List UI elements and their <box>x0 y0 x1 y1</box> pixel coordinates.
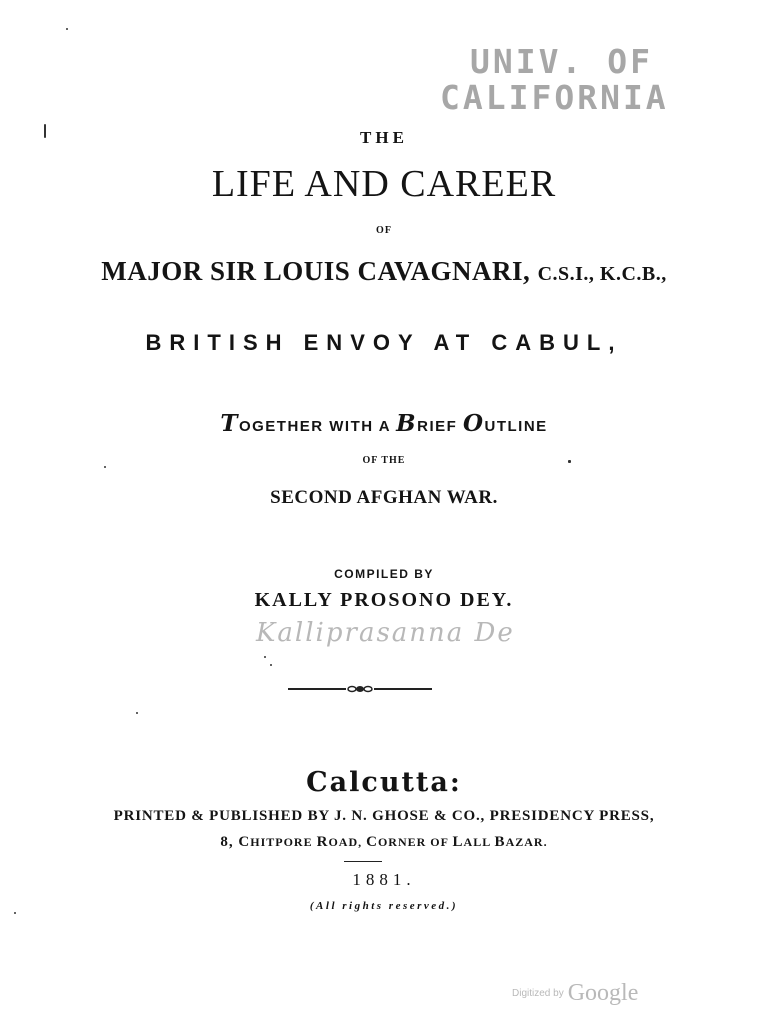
imprint-address <box>0 834 768 851</box>
subject-honours: C.S.I., K.C.B., <box>537 263 667 285</box>
ornamental-rule <box>288 683 432 695</box>
address-l: L <box>452 834 464 850</box>
digitization-watermark <box>512 980 638 1007</box>
google-logo: Google <box>567 980 639 1006</box>
paper-speck <box>568 460 571 463</box>
together-text: OGETHER WITH A <box>238 418 397 435</box>
address-lall: ALL <box>463 835 495 849</box>
subject-role: BRITISH ENVOY AT CABUL, <box>145 330 623 355</box>
imprint-city: Calcutta: <box>306 767 462 798</box>
stamp-line-1: UNIV. OF <box>470 42 653 81</box>
address-corner: ORNER OF <box>377 835 453 849</box>
watermark-prefix: Digitized by <box>512 988 564 999</box>
title-of: OF <box>376 225 392 236</box>
address-b: B <box>494 834 506 850</box>
paper-speck <box>104 466 106 468</box>
drop-cap-t: T <box>220 410 239 437</box>
address-bazar: AZAR. <box>505 835 548 849</box>
subtitle-of-the: OF THE <box>362 455 406 466</box>
paper-speck <box>66 28 68 30</box>
stamp-line-2: CALIFORNIA <box>440 78 669 117</box>
drop-cap-o: O <box>462 410 485 437</box>
main-title: LIFE AND CAREER <box>211 163 557 205</box>
subtitle-war: SECOND AFGHAN WAR. <box>270 487 498 508</box>
address-road: OAD, <box>328 835 367 849</box>
title-the: THE <box>360 128 408 147</box>
paper-speck <box>270 664 272 666</box>
rights-notice: (All rights reserved.) <box>309 900 459 912</box>
subject-line <box>0 256 768 287</box>
outline-text: UTLINE <box>484 418 548 435</box>
paper-speck <box>136 712 138 714</box>
subtitle-together <box>0 410 768 437</box>
imprint-year: 1881. <box>352 870 416 889</box>
address-chitpore: HITPORE <box>250 835 317 849</box>
drop-cap-b: B <box>396 410 418 437</box>
author-name: KALLY PROSONO DEY. <box>254 589 514 611</box>
subject-name: MAJOR SIR LOUIS CAVAGNARI, <box>101 256 531 286</box>
paper-speck <box>44 124 46 138</box>
imprint-publisher: PRINTED & PUBLISHED BY J. N. GHOSE & CO., PRESIDENCY PRESS, <box>113 808 655 824</box>
library-stamp <box>440 44 690 116</box>
brief-text: RIEF <box>417 418 463 435</box>
paper-speck <box>14 912 16 914</box>
handwritten-signature: Kalliprasanna De <box>256 618 515 648</box>
short-rule <box>344 861 382 862</box>
paper-speck <box>264 656 266 658</box>
address-c: C <box>366 834 378 850</box>
compiled-by: COMPILED BY <box>334 567 434 581</box>
address-r: R <box>316 834 329 850</box>
address-number: 8, C <box>220 834 251 850</box>
